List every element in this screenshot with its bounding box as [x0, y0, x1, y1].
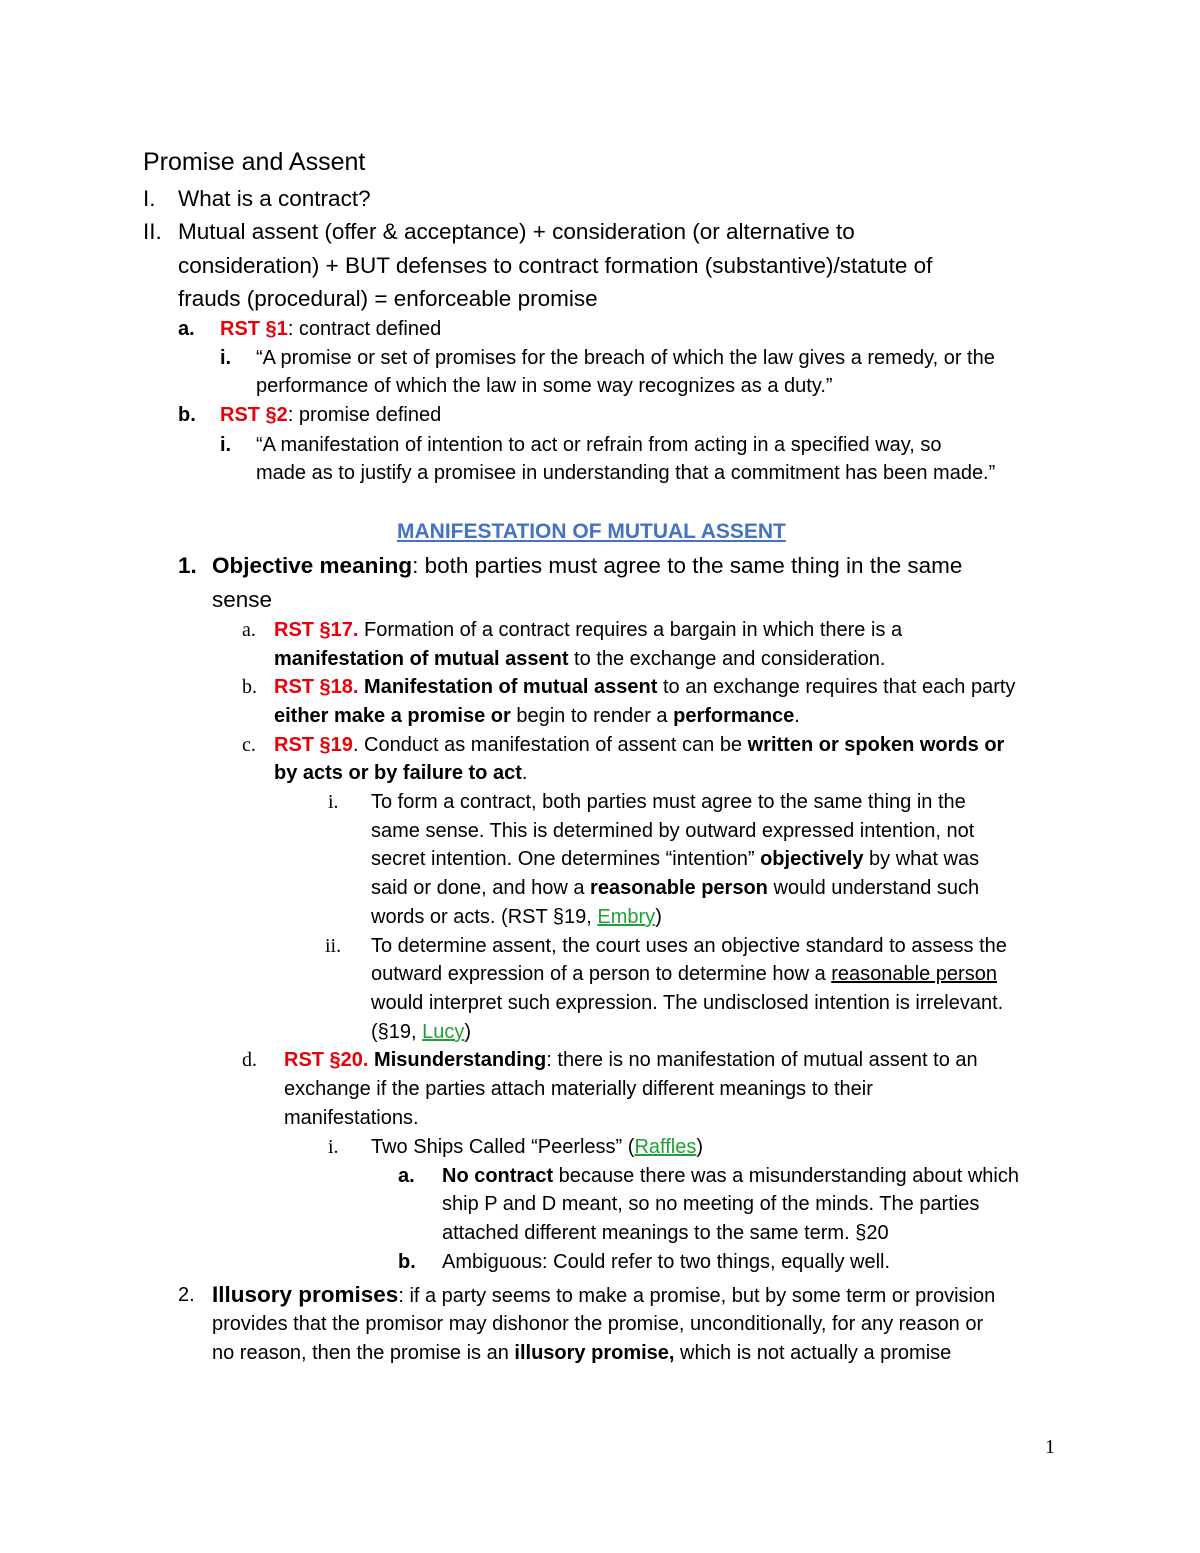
- outline-item-ii-line3: frauds (procedural) = enforceable promise: [178, 286, 598, 311]
- list-marker: i.: [328, 1136, 339, 1158]
- list-marker: 2.: [178, 1284, 195, 1306]
- objective-meaning-line1: Objective meaning: both parties must agree to the same thing in the same: [212, 553, 963, 578]
- peerless-a-line1: No contract because there was a misunderstanding about which: [442, 1165, 1019, 1187]
- rst-19-ii-line1: To determine assent, the court uses an objective standard to assess the: [371, 935, 1007, 957]
- rst-19-i-line5: words or acts. (RST §19, Embry): [371, 906, 662, 928]
- objective-meaning-line2: sense: [212, 587, 273, 612]
- rst-20-line3: manifestations.: [284, 1107, 419, 1129]
- rst-1-quote-line2: performance of which the law in some way recognizes as a duty.”: [256, 375, 833, 397]
- rst-20-line1: RST §20. Misunderstanding: there is no manifestation of mutual assent to an: [284, 1049, 978, 1071]
- list-marker: c.: [242, 734, 256, 756]
- page-number: 1: [1045, 1436, 1055, 1458]
- rst-2-definition: RST §2: promise defined: [220, 404, 442, 426]
- rst-1-definition: RST §1: contract defined: [220, 318, 442, 340]
- list-marker: i.: [328, 791, 339, 813]
- rst-2-quote-line1: “A manifestation of intention to act or refrain from acting in a specified way, so: [256, 434, 942, 456]
- section-heading: MANIFESTATION OF MUTUAL ASSENT: [397, 520, 786, 543]
- list-marker: ii.: [325, 935, 342, 957]
- rst-19-line1: RST §19. Conduct as manifestation of assent can be written or spoken words or: [274, 734, 1005, 756]
- list-marker: b.: [178, 404, 196, 426]
- peerless-b-line: Ambiguous: Could refer to two things, equally well.: [442, 1251, 891, 1273]
- rst-19-ii-line2: outward expression of a person to determine how a reasonable person: [371, 963, 997, 985]
- rst-19-ii-line4: (§19, Lucy): [371, 1021, 472, 1043]
- outline-item-i: I.: [143, 186, 156, 211]
- rst-19-ii-line3: would interpret such expression. The undisclosed intention is irrelevant.: [371, 992, 1004, 1014]
- outline-item-ii-line2: consideration) + BUT defenses to contract formation (substantive)/statute of: [178, 253, 933, 278]
- rst-2-quote-line2: made as to justify a promisee in understanding that a commitment has been made.”: [256, 462, 996, 484]
- case-link-lucy[interactable]: Lucy: [422, 1021, 465, 1043]
- outline-item-ii-line1: Mutual assent (offer & acceptance) + consideration (or alternative to: [178, 219, 855, 244]
- rst-20-line2: exchange if the parties attach materially different meanings to their: [284, 1078, 873, 1100]
- list-marker: 1.: [178, 553, 197, 578]
- page-title: Promise and Assent: [143, 148, 366, 176]
- list-marker: b.: [242, 676, 257, 698]
- list-marker: a.: [398, 1165, 415, 1187]
- rst-18-line2: either make a promise or begin to render a performance.: [274, 705, 800, 727]
- rst-19-i-line2: same sense. This is determined by outward expressed intention, not: [371, 820, 975, 842]
- peerless-a-line3: attached different meanings to the same term. §20: [442, 1222, 889, 1244]
- rst-18-line1: RST §18. Manifestation of mutual assent to an exchange requires that each party: [274, 676, 1016, 698]
- illusory-line3: no reason, then the promise is an illusory promise, which is not actually a promise: [212, 1342, 952, 1364]
- rst-19-i-line3: secret intention. One determines “intention” objectively by what was: [371, 848, 980, 870]
- outline-item-i-text: What is a contract?: [178, 186, 371, 211]
- list-marker: a.: [178, 318, 195, 340]
- rst-17-line2: manifestation of mutual assent to the exchange and consideration.: [274, 648, 886, 670]
- list-marker: i.: [220, 434, 232, 456]
- rst-19-i-line1: To form a contract, both parties must agree to the same thing in the: [371, 791, 966, 813]
- illusory-line1: Illusory promises: if a party seems to make a promise, but by some term or provision: [212, 1282, 996, 1307]
- peerless-case-line: Two Ships Called “Peerless” (Raffles): [371, 1136, 703, 1158]
- list-marker: a.: [242, 619, 256, 641]
- case-link-embry[interactable]: Embry: [597, 906, 656, 928]
- peerless-a-line2: ship P and D meant, so no meeting of the minds. The parties: [442, 1193, 980, 1215]
- rst-1-quote-line1: “A promise or set of promises for the breach of which the law gives a remedy, or the: [256, 347, 995, 369]
- case-link-raffles[interactable]: Raffles: [634, 1136, 697, 1158]
- rst-17-line1: RST §17. Formation of a contract requires a bargain in which there is a: [274, 619, 903, 641]
- list-marker: i.: [220, 347, 232, 369]
- illusory-line2: provides that the promisor may dishonor the promise, unconditionally, for any reason or: [212, 1313, 984, 1335]
- rst-19-i-line4: said or done, and how a reasonable person would understand such: [371, 877, 980, 899]
- rst-19-line2: by acts or by failure to act.: [274, 762, 528, 784]
- outline-item-ii: II.: [143, 219, 162, 244]
- list-marker: b.: [398, 1251, 416, 1273]
- list-marker: d.: [242, 1049, 257, 1071]
